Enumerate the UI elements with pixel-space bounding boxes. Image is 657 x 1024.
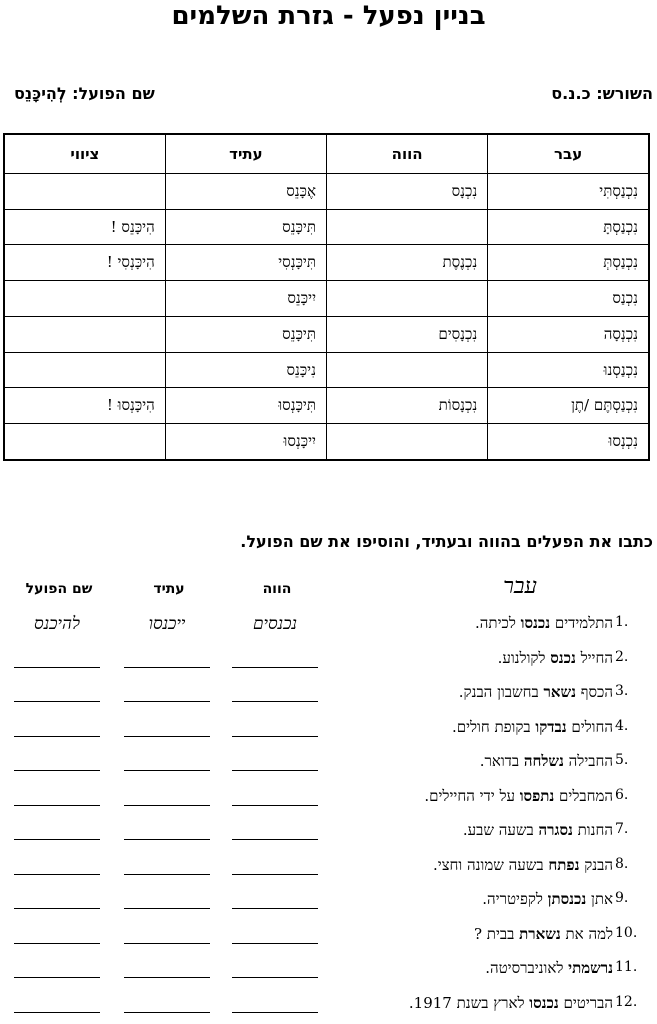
infinitive-answer-field[interactable] [14, 718, 100, 737]
exercise-row [0, 718, 657, 748]
sentence-text-before: החולים [566, 718, 613, 736]
present-answer-field[interactable] [232, 752, 318, 771]
exercise-number: 4. [615, 718, 629, 734]
sentence-text-after: בשעה שבע. [462, 821, 539, 839]
infinitive-answer-field[interactable] [14, 787, 100, 806]
table-row [4, 424, 649, 460]
cell-present: נִכְנָסוֹת [327, 388, 488, 424]
exercise-row [0, 752, 657, 782]
exercise-sentence [485, 959, 613, 978]
sentence-text-after: בדואר. [479, 752, 524, 770]
cell-present [327, 424, 488, 460]
future-answer-field[interactable] [124, 683, 210, 702]
future-answer-field[interactable] [124, 994, 210, 1013]
exercise-number: 10. [615, 925, 638, 941]
exercise-number: 8. [615, 856, 629, 872]
header-past: עבר [488, 134, 649, 174]
cell-future: יִיכָּנְסוּ [165, 424, 326, 460]
exercise-sentence [424, 787, 613, 806]
cell-imperative [4, 424, 165, 460]
conjugation-table [3, 133, 650, 461]
cell-imperative: הִיכָּנְסִי ! [4, 245, 165, 281]
cell-future: אֶכָּנֵס [165, 174, 326, 210]
cell-past: נִכְנַסְנוּ [488, 352, 649, 388]
sentence-text-before: התלמידים [550, 614, 613, 632]
exercise-row [0, 925, 657, 955]
exercise-sentence [452, 718, 613, 737]
column-header-past: עבר [503, 574, 537, 599]
future-answer-field[interactable] [124, 856, 210, 875]
exercise-number: 6. [615, 787, 629, 803]
cell-past: נִכְנְסוּ [488, 424, 649, 460]
sentence-text-before: המחבלים [554, 787, 613, 805]
infinitive-answer-field[interactable] [14, 821, 100, 840]
cell-future: נִיכָּנֵס [165, 352, 326, 388]
exercise-number: 5. [615, 752, 629, 768]
exercise-instruction: כתבו את הפעלים בהווה ובעתיד, והוסיפו את שם הפועל. [240, 532, 653, 551]
sentence-text-before: הכסף [575, 683, 613, 701]
cell-imperative [4, 316, 165, 352]
table-row [4, 388, 649, 424]
exercise-row [0, 821, 657, 851]
sentence-text-after: בקופת חולים. [451, 718, 536, 736]
cell-imperative [4, 352, 165, 388]
sentence-verb: נבדקו [535, 718, 567, 736]
present-answer-field[interactable]: נכנסים [252, 614, 298, 634]
exercise-row [0, 649, 657, 679]
exercise-number: 2. [615, 649, 629, 665]
exercise-sentence [409, 994, 613, 1013]
present-answer-field[interactable] [232, 925, 318, 944]
exercise-row [0, 787, 657, 817]
sentence-verb: נכנס [550, 649, 576, 667]
exercise-number: 3. [615, 683, 629, 699]
page-title: בניין נפעל - גזרת השלמים [171, 1, 486, 31]
cell-present [327, 352, 488, 388]
sentence-verb: נכנסתן [547, 890, 587, 908]
infinitive-answer-field[interactable] [14, 890, 100, 909]
exercise-sentence [475, 614, 613, 633]
column-header-future: עתיד [153, 581, 185, 597]
exercise-sentence [498, 649, 613, 668]
infinitive-answer-field[interactable] [14, 752, 100, 771]
sentence-verb: נכנסו [529, 994, 559, 1012]
exercise-sentence [463, 821, 613, 840]
cell-imperative [4, 281, 165, 317]
sentence-text-after: על ידי החיילים. [424, 787, 520, 805]
table-row [4, 316, 649, 352]
table-row [4, 281, 649, 317]
infinitive-answer-field[interactable] [14, 994, 100, 1013]
table-row [4, 245, 649, 281]
sentence-text-after: לקולנוע. [497, 649, 551, 667]
exercise-row [0, 614, 657, 644]
future-answer-field[interactable] [124, 890, 210, 909]
cell-present: נִכְנֶסֶת [327, 245, 488, 281]
exercise-row [0, 994, 657, 1024]
column-header-present: הווה [262, 581, 292, 597]
sentence-text-before: החבילה [563, 752, 613, 770]
cell-future: תִּיכָּנְסִי [165, 245, 326, 281]
sentence-text-after: לאוניברסיטה. [485, 959, 569, 977]
exercise-number: 9. [615, 890, 629, 906]
cell-past: נִכְנְסָה [488, 316, 649, 352]
present-answer-field[interactable] [232, 821, 318, 840]
cell-future: יִיכָּנֵס [165, 281, 326, 317]
sentence-text-before: החייל [575, 649, 613, 667]
exercise-number: 7. [615, 821, 629, 837]
cell-past: נִכְנַסְתָּ [488, 209, 649, 245]
sentence-verb: נרשמתי [568, 959, 613, 977]
cell-past: נִכְנַסְתִּי [488, 174, 649, 210]
sentence-verb: נתפסו [519, 787, 555, 805]
cell-imperative [4, 174, 165, 210]
present-answer-field[interactable] [232, 959, 318, 978]
cell-imperative: הִיכָּנְסוּ ! [4, 388, 165, 424]
cell-past: נִכְנַסְתֶּם /תֶן [488, 388, 649, 424]
sentence-text-before: הבנק [579, 856, 613, 874]
exercise-row [0, 856, 657, 886]
cell-future: תִּיכָּנֵס [165, 316, 326, 352]
cell-future: תִּיכָּנְסוּ [165, 388, 326, 424]
exercise-number: 12. [615, 994, 638, 1010]
present-answer-field[interactable] [232, 718, 318, 737]
table-header-row [4, 134, 649, 174]
cell-present: נִכְנָסִים [327, 316, 488, 352]
present-answer-field[interactable] [232, 683, 318, 702]
sentence-verb: נשארת [519, 925, 561, 943]
future-answer-field[interactable] [124, 959, 210, 978]
cell-past: נִכְנַסְתְּ [488, 245, 649, 281]
sentence-text-before: הבריטים [558, 994, 613, 1012]
sentence-verb: נשלחה [523, 752, 564, 770]
present-answer-field[interactable] [232, 890, 318, 909]
present-answer-field[interactable] [232, 994, 318, 1013]
sentence-text-after: לארץ בשנת 1917. [408, 994, 530, 1012]
sentence-text-after: בשעה שמונה וחצי. [433, 856, 549, 874]
infinitive-answer-field[interactable]: להיכנס [34, 614, 80, 634]
cell-present [327, 209, 488, 245]
table-row [4, 352, 649, 388]
sentence-text-before: למה את [560, 925, 613, 943]
table-row [4, 174, 649, 210]
exercise-sentence [482, 890, 613, 909]
cell-present [327, 281, 488, 317]
infinitive-answer-field[interactable] [14, 683, 100, 702]
exercise-number: 1. [615, 614, 629, 630]
infinitive-answer-field[interactable] [14, 649, 100, 668]
future-answer-field[interactable] [124, 787, 210, 806]
sentence-text-after: לקפיטריה. [482, 890, 548, 908]
cell-present: נִכְנָס [327, 174, 488, 210]
exercise-sentence [433, 856, 613, 875]
future-answer-field[interactable] [124, 752, 210, 771]
infinitive-answer-field[interactable] [14, 925, 100, 944]
future-answer-field[interactable]: ייכנסו [148, 614, 186, 634]
cell-imperative: הִיכָּנֵס ! [4, 209, 165, 245]
cell-past: נִכְנַס [488, 281, 649, 317]
sentence-text-before: החנות [572, 821, 613, 839]
future-answer-field[interactable] [124, 925, 210, 944]
exercise-row [0, 959, 657, 989]
exercise-sentence [474, 925, 613, 944]
header-imperative: ציווי [4, 134, 165, 174]
future-answer-field[interactable] [124, 649, 210, 668]
sentence-text-after: בבית ? [473, 925, 520, 943]
header-present: הווה [327, 134, 488, 174]
present-answer-field[interactable] [232, 787, 318, 806]
exercise-number: 11. [615, 959, 638, 975]
infinitive-answer-field[interactable] [14, 959, 100, 978]
root-label: השורש: כ.נ.ס [551, 84, 653, 103]
sentence-text-after: בחשבון הבנק. [458, 683, 544, 701]
future-answer-field[interactable] [124, 821, 210, 840]
present-answer-field[interactable] [232, 856, 318, 875]
infinitive-label: שם הפועל: לְהִיכָּנֵס [14, 84, 155, 103]
header-future: עתיד [165, 134, 326, 174]
sentence-text-before: אתן [586, 890, 613, 908]
sentence-text-after: לכיתה. [475, 614, 521, 632]
future-answer-field[interactable] [124, 718, 210, 737]
column-header-infinitive: שם הפועל [25, 581, 93, 597]
table-row [4, 209, 649, 245]
sentence-verb: נסגרה [538, 821, 573, 839]
exercise-sentence [480, 752, 613, 771]
exercise-sentence [459, 683, 613, 702]
sentence-verb: נשאר [543, 683, 576, 701]
sentence-verb: נכנסו [520, 614, 551, 632]
exercise-row [0, 890, 657, 920]
sentence-verb: נפתח [548, 856, 580, 874]
cell-future: תִּיכָּנֵס [165, 209, 326, 245]
exercise-row [0, 683, 657, 713]
infinitive-answer-field[interactable] [14, 856, 100, 875]
present-answer-field[interactable] [232, 649, 318, 668]
